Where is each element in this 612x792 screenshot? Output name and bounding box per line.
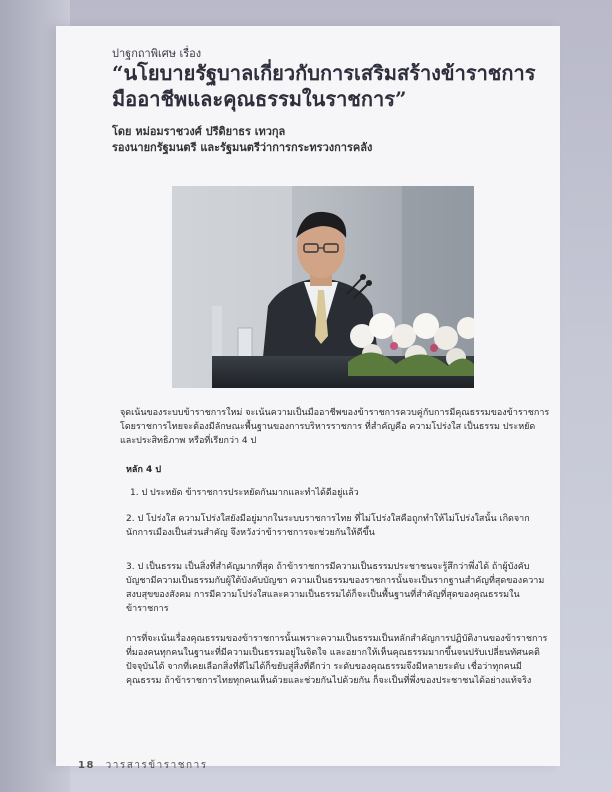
- principle-1: 1. ป ประหยัด ข้าราชการประหยัดกันมากและทำได้ดีอยู่แล้ว: [130, 488, 359, 498]
- page-footer: [78, 758, 208, 773]
- journal-name: วารสารข้าราชการ: [105, 760, 208, 771]
- body-paragraph-1: จุดเน้นของระบบข้าราชการใหม่ จะเน้นความเป็นมืออาชีพของข้าราชการควบคู่กับการมีคุณธรรมของข้าราชการ โดยราชการไทยจะต้องมีลักษณะพื้นฐานของการบริหารราชการ ที่สำคัญคือ ความโปร่งใส เป็นธรรม ประหยัด และประสิทธิภาพ หรือที่เรียกว่า 4 ป: [120, 408, 550, 446]
- principle-3: 3. ป เป็นธรรม เป็นสิ่งที่สำคัญมากที่สุด ถ้าข้าราชการมีความเป็นธรรมประชาชนจะรู้สึกว่าพึ่งได้ ถ้าผู้บังคับบัญชามีความเป็นธรรมกับผู้ใต้บังคับบัญชา ความเป็นธรรมของราชการนั้นจะเป็นรากฐานสำคัญที่สุดของความสงบสุขของสังคม การมีความโปร่งใสและความเป็นธรรมได้ก็จะเป็นพื้นฐานที่สำคัญที่สุดของคุณธรรมในข้าราชการ: [126, 562, 545, 614]
- speaker-photo: [172, 186, 474, 388]
- article-title: “นโยบายรัฐบาลเกี่ยวกับการเสริมสร้างข้าราชการมืออาชีพและคุณธรรมในราชการ”: [112, 61, 536, 111]
- principles-subhead: หลัก 4 ป: [126, 465, 162, 475]
- principle-2: 2. ป โปร่งใส ความโปร่งใสยังมีอยู่มากในระบบราชการไทย ที่ไม่โปร่งใสคือถูกทำให้ไม่โปร่งใสนั้น เกิดจากนักการเมืองเป็นส่วนสำคัญ จึงหวังว่าข้าราชการจะช่วยกันให้ดีขึ้น: [126, 514, 530, 538]
- article-author: โดย หม่อมราชวงศ์ ปรีดิยาธร เทวกุล: [112, 125, 286, 138]
- body-paragraph-5: การที่จะเน้นเรื่องคุณธรรมของข้าราชการนั้นเพราะความเป็นธรรมเป็นหลักสำคัญการปฏิบัติงานของข้าราชการที่มองคนทุกคนในฐานะที่มีความเป็นธรรมอยู่ในจิตใจ และอยากให้เห็นคุณธรรมมากขึ้นจนปรับเปลี่ยนทัศนคติปัจจุบันได้ จากที่เคยเลือกสิ่งที่ดีไม่ได้ก็ขยับสู่สิ่งที่ดีกว่า ระดับของคุณธรรมจึงมีหลายระดับ เชื่อว่าทุกคนมีคุณธรรม ถ้าข้าราชการไทยทุกคนเห็นด้วยและช่วยกันไปด้วยกัน ก็จะเป็นที่พึ่งของประชาชนได้อย่างแท้จริง: [126, 634, 548, 686]
- article-kicker: ปาฐกถาพิเศษ เรื่อง: [112, 47, 202, 60]
- author-position: รองนายกรัฐมนตรี และรัฐมนตรีว่าการกระทรวงการคลัง: [112, 141, 373, 154]
- speaker-at-podium-photo-icon: [172, 186, 474, 388]
- page-number: 18: [78, 760, 95, 771]
